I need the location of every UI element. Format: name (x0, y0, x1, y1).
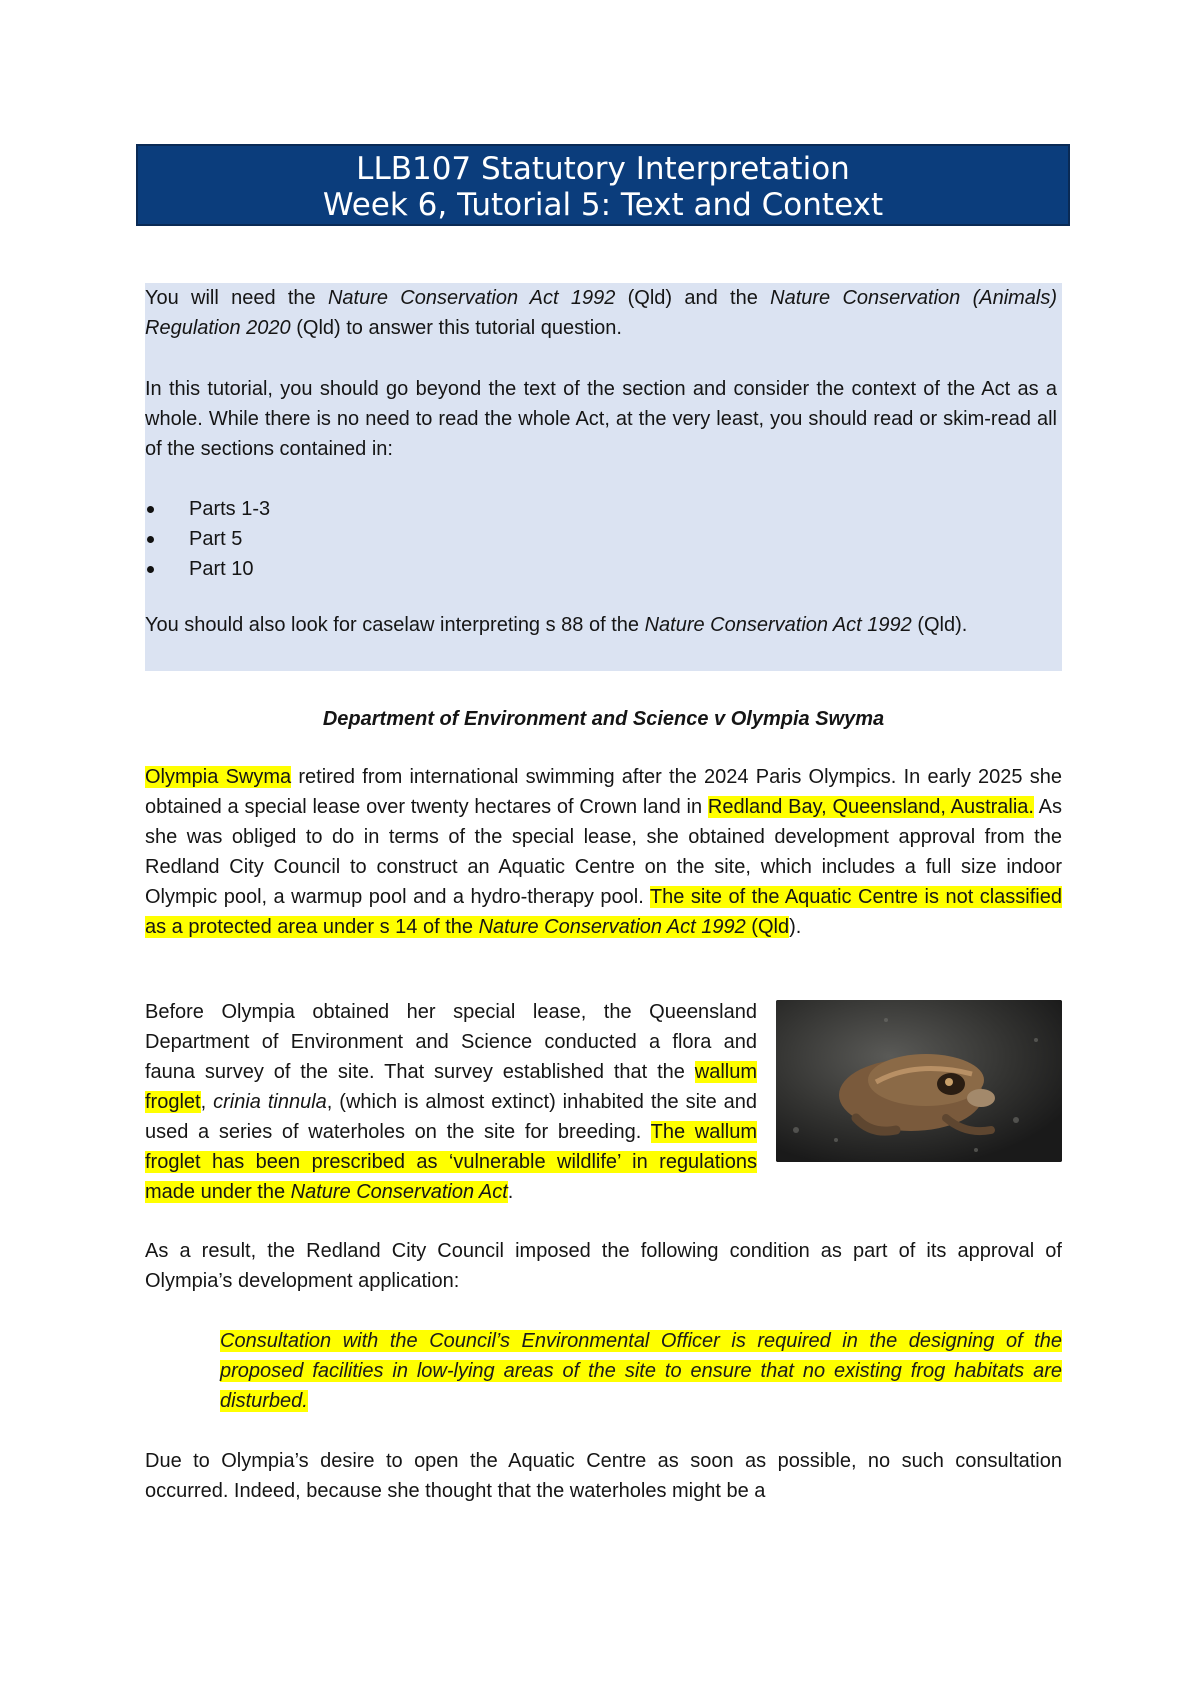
parts-list (145, 494, 270, 584)
wallum-froglet-photo (776, 1000, 1062, 1162)
list-item: Part 10 (145, 554, 270, 584)
title-line-1: LLB107 Statutory Interpretation (356, 151, 850, 187)
list-item: Part 5 (145, 524, 270, 554)
case-title: Department of Environment and Science v Olympia Swyma (322, 708, 885, 730)
facts-paragraph-3: As a result, the Redland City Council imposed the following condition as part of its approval of Olympia’s development application: (145, 1240, 1062, 1292)
instructions-paragraph-3: You should also look for caselaw interpreting s 88 of the Nature Conservation Act 1992 (Qld). (145, 614, 968, 636)
list-item: Parts 1-3 (145, 494, 270, 524)
title-banner (136, 144, 1070, 226)
instructions-paragraph-2: In this tutorial, you should go beyond the text of the section and consider the context of the Act as a whole. While there is no need to read the whole Act, at the very least, you should read or skim-read all of the sections contained in: (145, 378, 1057, 460)
instructions-paragraph-1: You will need the Nature Conservation Act 1992 (Qld) and the Nature Conservation (Animals) Regulation 2020 (Qld) to answer this tutorial question. (145, 287, 1058, 339)
frog-illustration (776, 1000, 1062, 1162)
facts-paragraph-4: Due to Olympia’s desire to open the Aquatic Centre as soon as possible, no such consultation occurred. Indeed, because she thought that the waterholes might be a (145, 1450, 1062, 1502)
council-condition-quote: Consultation with the Council’s Environmental Officer is required in the designing of the proposed facilities in low-lying areas of the site to ensure that no existing frog habitats are disturbed. (220, 1330, 1062, 1412)
title-line-2: Week 6, Tutorial 5: Text and Context (322, 187, 884, 223)
facts-paragraph-2-wrapped: Before Olympia obtained her special lease, the Queensland Department of Environment and Science conducted a flora and fauna survey of the site. That survey established that the wallum froglet, crinia tinnula, (which is almost extinct) inhabited the site and used a series of waterholes on the site for breeding. The wallum froglet has been prescribed as ‘vulnerable wildlife’ in regulations made under the Nature Conservation Act. (145, 1001, 758, 1203)
instructions-box (145, 283, 1062, 671)
facts-paragraph-1: Olympia Swyma retired from international swimming after the 2024 Paris Olympics. In early 2025 she obtained a special lease over twenty hectares of Crown land in Redland Bay, Queensland, Australia. As she was obliged to do in terms of the special lease, she obtained development approval from the Redland City Council to construct an Aquatic Centre on the site, which includes a full size indoor Olympic pool, a warmup pool and a hydro-therapy pool. The site of the Aquatic Centre is not classified as a protected area under s 14 of the Nature Conservation Act 1992 (Qld). (145, 766, 1063, 938)
